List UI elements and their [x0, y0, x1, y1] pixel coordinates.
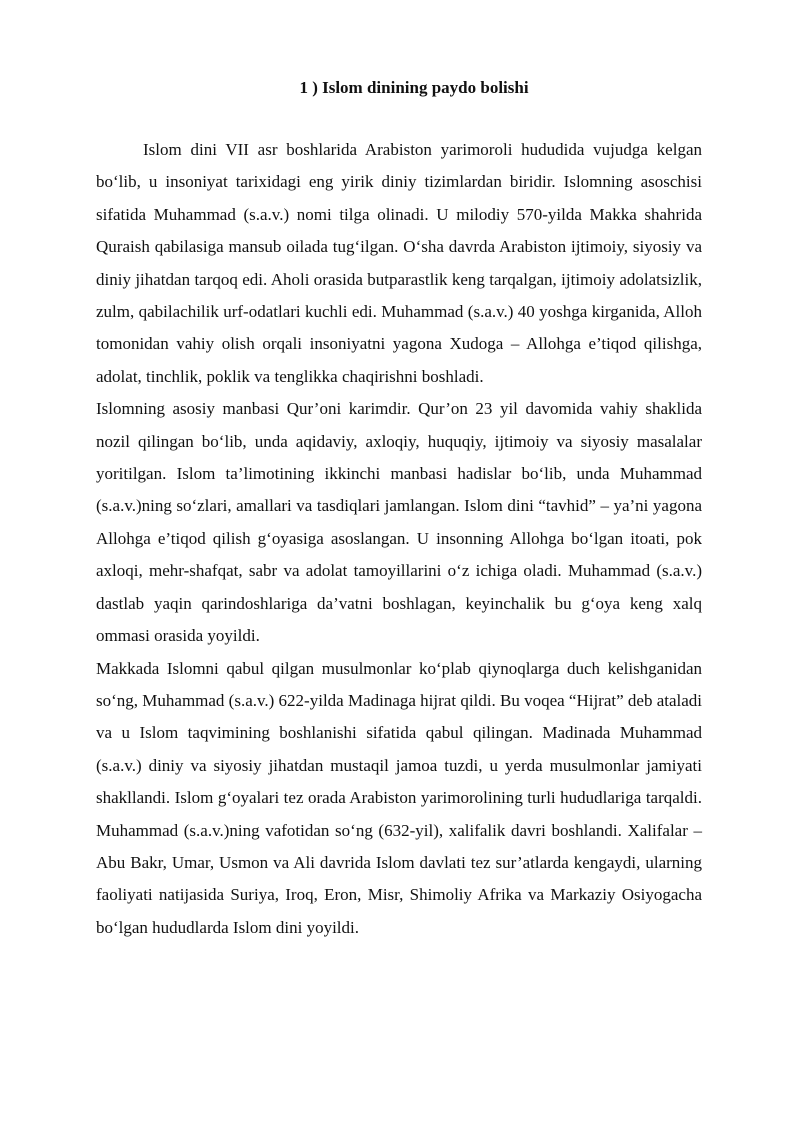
- document-page: [96, 74, 702, 944]
- paragraph-sources: Islomning asosiy manbasi Qur’oni karimdir. Qur’on 23 yil davomida vahiy shaklida nozil qilingan bo‘lib, unda aqidaviy, axloqiy, huquqiy, ijtimoiy va siyosiy masalalar yoritilgan. Islom ta’limotining ikkinchi manbasi hadislar bo‘lib, unda Muhammad (s.a.v.)ning so‘zlari, amallari va tasdiqlari jamlangan. Islom dini “tavhid” – ya’ni yagona Allohga e’tiqod qilish g‘oyasiga asoslangan. U insonning Allohga bo‘lgan itoati, pok axloqi, mehr-shafqat, sabr va adolat tamoyillarini o‘z ichiga oladi. Muhammad (s.a.v.) dastlab yaqin qarindoshlariga da’vatni boshlagan, keyinchalik bu g‘oya keng xalq ommasi orasida yoyildi.: [96, 399, 702, 646]
- document-title: 1 ) Islom dinining paydo bolishi: [299, 78, 529, 97]
- paragraph-hijrat: Makkada Islomni qabul qilgan musulmonlar ko‘plab qiynoqlarga duch kelishganidan so‘ng, Muhammad (s.a.v.) 622-yilda Madinaga hijrat qildi. Bu voqea “Hijrat” deb ataladi va u Islom taqvimining boshlanishi sifatida qabul qilingan. Madinada Muhammad (s.a.v.) diniy va siyosiy jihatdan mustaqil jamoa tuzdi, u yerda musulmonlar jamiyati shakllandi. Islom g‘oyalari tez orada Arabiston yarimorolining turli hududlariga tarqaldi. Muhammad (s.a.v.)ning vafotidan so‘ng (632-yil), xalifalik davri boshlandi. Xalifalar – Abu Bakr, Umar, Usmon va Ali davrida Islom davlati tez sur’atlarda kengaydi, ularning faoliyati natijasida Suriya, Iroq, Eron, Misr, Shimoliy Afrika va Markaziy Osiyogacha bo‘lgan hududlarda Islom dini yoyildi.: [96, 658, 703, 937]
- paragraph-origin: Islom dini VII asr boshlarida Arabiston yarimoroli hududida vujudga kelgan bo‘lib, u insoniyat tarixidagi eng yirik diniy tizimlardan biridir. Islomning asoschisi sifatida Muhammad (s.a.v.) nomi tilga olinadi. U milodiy 570-yilda Makka shahrida Quraish qabilasiga mansub oilada tug‘ilgan. O‘sha davrda Arabiston ijtimoiy, siyosiy va diniy jihatdan tarqoq edi. Aholi orasida butparastlik keng tarqalgan, ijtimoiy adolatsizlik, zulm, qabilachilik urf-odatlari kuchli edi. Muhammad (s.a.v.) 40 yoshga kirganida, Alloh tomonidan vahiy olish orqali insoniyatni yagona Xudoga – Allohga e’tiqod qilishga, adolat, tinchlik, poklik va tenglikka chaqirishni boshladi.: [96, 140, 702, 386]
